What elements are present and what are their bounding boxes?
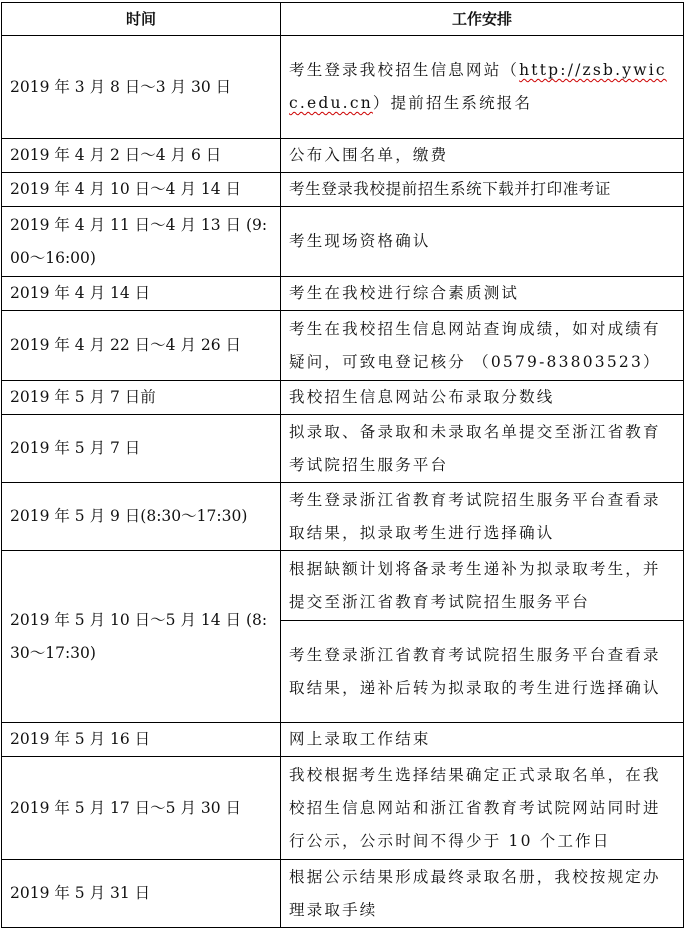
plan-cell: 考生登录浙江省教育考试院招生服务平台查看录取结果，拟录取考生进行选择确认 xyxy=(281,483,684,551)
table-row xyxy=(2,173,684,207)
time-cell: 2019 年 4 月 14 日 xyxy=(2,277,281,311)
time-cell: 2019 年 4 月 2 日～4 月 6 日 xyxy=(2,139,281,173)
time-cell: 2019 年 4 月 11 日～4 月 13 日 (9:00～16:00) xyxy=(2,207,281,277)
plan-cell: 考生在我校招生信息网站查询成绩，如对成绩有疑问，可致电登记核分 （0579-83803523） xyxy=(281,311,684,381)
table-row xyxy=(2,36,684,139)
plan-cell: 根据公示结果形成最终录取名册，我校按规定办理录取手续 xyxy=(281,860,684,928)
plan-cell: 根据缺额计划将备录考生递补为拟录取考生，并提交至浙江省教育考试院招生服务平台 xyxy=(281,551,684,621)
table-row xyxy=(2,723,684,757)
table-row xyxy=(2,207,684,277)
time-cell: 2019 年 4 月 22 日～4 月 26 日 xyxy=(2,311,281,381)
time-cell: 2019 年 5 月 10 日～5 月 14 日 (8:30～17:30) xyxy=(2,551,281,723)
plan-text: 考生登录我校招生信息网站（ xyxy=(289,61,520,79)
plan-cell: 考生登录浙江省教育考试院招生服务平台查看录取结果，递补后转为拟录取的考生进行选择确认 xyxy=(281,621,684,723)
time-cell: 2019 年 5 月 9 日(8:30～17:30) xyxy=(2,483,281,551)
school-website-url: http://zsb.ywicc.edu.cn xyxy=(289,61,667,112)
plan-cell: 考生现场资格确认 xyxy=(281,207,684,277)
plan-cell: 我校根据考生选择结果确定正式录取名单，在我校招生信息网站和浙江省教育考试院网站同时进行公示，公示时间不得少于 10 个工作日 xyxy=(281,757,684,860)
header-plan: 工作安排 xyxy=(281,3,684,36)
table-row xyxy=(2,277,684,311)
table-row xyxy=(2,551,684,621)
time-cell: 2019 年 5 月 16 日 xyxy=(2,723,281,757)
time-cell: 2019 年 4 月 10 日～4 月 14 日 xyxy=(2,173,281,207)
table-row xyxy=(2,860,684,928)
table-row xyxy=(2,757,684,860)
plan-cell: 考生登录我校提前招生系统下载并打印准考证 xyxy=(281,173,684,207)
table-row xyxy=(2,311,684,381)
time-cell: 2019 年 3 月 8 日～3 月 30 日 xyxy=(2,36,281,139)
time-cell: 2019 年 5 月 17 日～5 月 30 日 xyxy=(2,757,281,860)
plan-cell: 网上录取工作结束 xyxy=(281,723,684,757)
plan-cell: 公布入围名单，缴费 xyxy=(281,139,684,173)
time-cell: 2019 年 5 月 31 日 xyxy=(2,860,281,928)
admission-schedule-table xyxy=(1,2,684,928)
plan-cell xyxy=(281,36,684,139)
table-row xyxy=(2,139,684,173)
header-row xyxy=(2,3,684,36)
time-cell: 2019 年 5 月 7 日前 xyxy=(2,381,281,415)
time-cell: 2019 年 5 月 7 日 xyxy=(2,415,281,483)
table-row xyxy=(2,381,684,415)
plan-text: ）提前招生系统报名 xyxy=(372,94,533,112)
table-row xyxy=(2,483,684,551)
plan-cell: 拟录取、备录取和未录取名单提交至浙江省教育考试院招生服务平台 xyxy=(281,415,684,483)
plan-cell: 我校招生信息网站公布录取分数线 xyxy=(281,381,684,415)
plan-cell: 考生在我校进行综合素质测试 xyxy=(281,277,684,311)
header-time: 时间 xyxy=(2,3,281,36)
table-row xyxy=(2,415,684,483)
